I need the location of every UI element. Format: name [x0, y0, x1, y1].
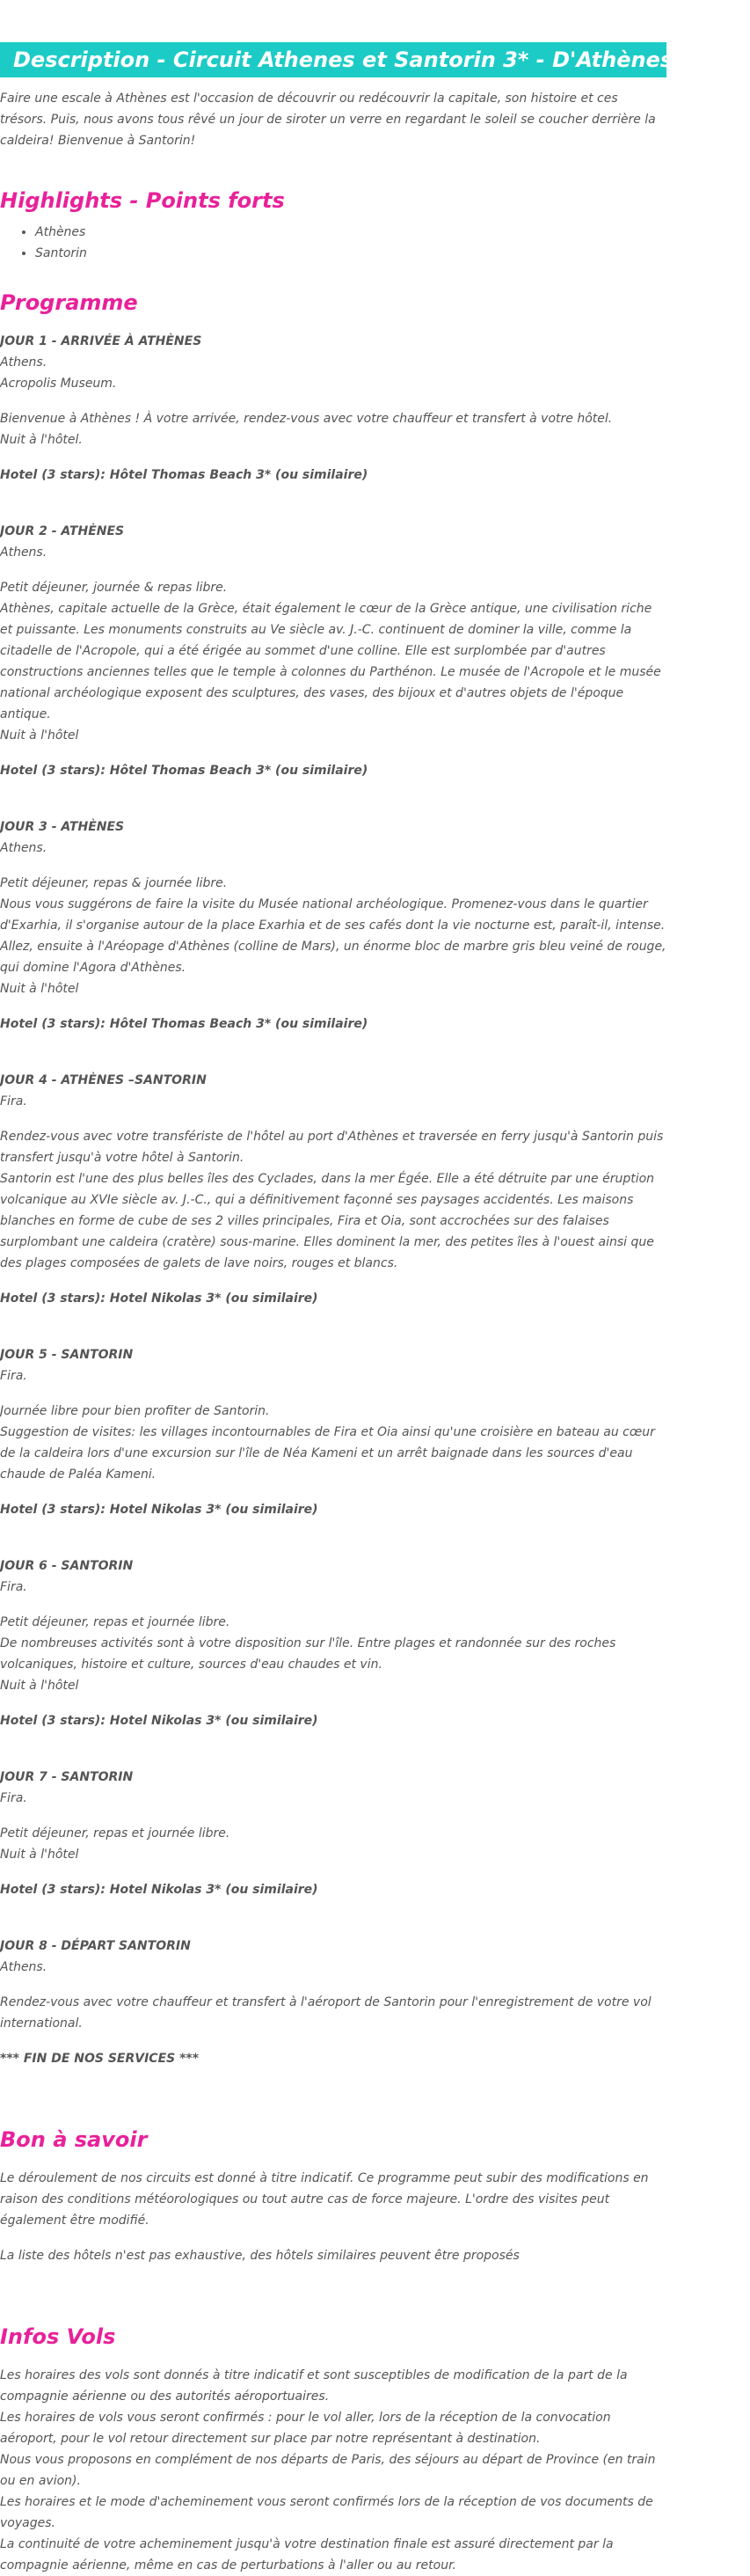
- day-block: [0, 521, 666, 781]
- day-title: JOUR 2 - ATHÈNES: [0, 524, 125, 538]
- day-description-line: Santorin est l'une des plus belles îles des Cyclades, dans la mer Égée. Elle a été détruite par une éruption volcanique au XVIe siècle av. J.-C., qui a définitivement façonné ses paysages accidentés. Les maisons blanches en forme de cube de ses 2 villes principales, Fira et Oia, sont accrochées sur des falaises surplombant une caldeira (cratère) sous-marine. Elles dominent la mer, des petites îles à l'ouest ainsi que des plages composées de galets de lave noirs, rouges et blancs.: [0, 1172, 655, 1270]
- day-hotel: Hotel (3 stars): Hotel Nikolas 3* (ou similaire): [0, 1292, 318, 1306]
- day-description-line: Petit déjeuner, journée & repas libre.: [0, 581, 228, 595]
- flight-info-line: Les horaires des vols sont donnés à titre indicatif et sont susceptibles de modification de la part de la compagnie aérienne ou des autorités aéroportuaires.: [0, 2368, 628, 2404]
- day-description-line: Bienvenue à Athènes ! À votre arrivée, rendez-vous avec votre chauffeur et transfert à votre hôtel.: [0, 412, 613, 426]
- day-title: JOUR 8 - DÉPART SANTORIN: [0, 1939, 191, 1953]
- day-title: JOUR 1 - ARRIVÉE À ATHÈNES: [0, 334, 202, 348]
- day-block: [0, 1344, 666, 1520]
- day-location: Fira.: [0, 1369, 27, 1383]
- day-description-line: Nuit à l'hôtel: [0, 982, 79, 996]
- day-description: [0, 1992, 666, 2034]
- highlights-list: [0, 222, 666, 264]
- day-title: JOUR 5 - SANTORIN: [0, 1348, 134, 1362]
- flight-info-line: Les horaires et le mode d'acheminement vous seront confirmés lors de la réception de vos documents de voyages.: [0, 2495, 653, 2530]
- day-hotel: Hotel (3 stars): Hotel Nikolas 3* (ou similaire): [0, 1503, 318, 1517]
- day-hotel: Hotel (3 stars): Hotel Nikolas 3* (ou similaire): [0, 1714, 318, 1728]
- day-block: [0, 1936, 666, 2034]
- day-description-line: Athènes, capitale actuelle de la Grèce, était également le cœur de la Grèce antique, une civilisation riche et puissante. Les monuments construits au Ve siècle av. J.-C. continuent de dominer la ville, comme la citadelle de l'Acropole, qui a été érigée au sommet d'une colline. Elle est surplombée par d'autres constructions anciennes telles que le temple à colonnes du Parthénon. Le musée de l'Acropole et le musée national archéologique exposent des sculptures, des vases, des bijoux et d'autres objets de l'époque antique.: [0, 602, 661, 721]
- day-hotel: Hotel (3 stars): Hôtel Thomas Beach 3* (ou similaire): [0, 1017, 368, 1031]
- day-description-line: Nuit à l'hôtel: [0, 1848, 79, 1862]
- intro-text: Faire une escale à Athènes est l'occasion de découvrir ou redécouvrir la capitale, son histoire et ces trésors. Puis, nous avons tous rêvé un jour de siroter un verre en regardant le soleil se coucher derrière la caldeira! Bienvenue à Santorin!: [0, 91, 656, 148]
- day-description-line: Nuit à l'hôtel: [0, 728, 79, 743]
- day-description: [0, 408, 666, 450]
- day-location: Athens.: [0, 355, 47, 370]
- day-description: [0, 1612, 666, 1696]
- programme-heading: Programme: [0, 290, 138, 315]
- day-description-line: Nuit à l'hôtel: [0, 1679, 79, 1693]
- day-block: [0, 1767, 666, 1900]
- day-description-line: Nuit à l'hôtel.: [0, 433, 83, 447]
- flight-info-heading: Infos Vols: [0, 2324, 116, 2349]
- day-title: JOUR 3 - ATHÈNES: [0, 820, 125, 834]
- day-description-line: De nombreuses activités sont à votre disposition sur l'île. Entre plages et randonnée sur des roches volcaniques, histoire et culture, sources d'eau chaudes et vin.: [0, 1636, 616, 1672]
- day-location: Acropolis Museum.: [0, 377, 117, 391]
- day-title: JOUR 7 - SANTORIN: [0, 1770, 134, 1784]
- day-description: [0, 577, 666, 746]
- day-block: [0, 331, 666, 486]
- flight-info-text: [0, 2365, 666, 2576]
- day-title: JOUR 6 - SANTORIN: [0, 1559, 134, 1573]
- day-location: Athens.: [0, 1960, 47, 1974]
- day-location: Fira.: [0, 1094, 27, 1109]
- day-description-line: Petit déjeuner, repas et journée libre.: [0, 1826, 230, 1841]
- day-description-line: Suggestion de visites: les villages incontournables de Fira et Oia ainsi qu'une croisière en bateau au cœur de la caldeira lors d'une excursion sur l'île de Néa Kameni et un arrêt baignade dans les sources d'eau chaude de Paléa Kameni.: [0, 1425, 655, 1482]
- programme-days: [0, 331, 666, 2034]
- day-title: JOUR 4 - ATHÈNES –SANTORIN: [0, 1073, 207, 1087]
- day-hotel: Hotel (3 stars): Hôtel Thomas Beach 3* (ou similaire): [0, 468, 368, 482]
- flight-info-line: Nous vous proposons en complément de nos départs de Paris, des séjours au départ de Province (en train ou en avion).: [0, 2453, 656, 2488]
- good-to-know-heading: Bon à savoir: [0, 2127, 148, 2152]
- page-title: Description - Circuit Athenes et Santorin 3* - D'Athènes A Fira: [13, 48, 750, 72]
- highlights-heading: Highlights - Points forts: [0, 188, 285, 213]
- flight-info-line: Les horaires de vols vous seront confirmés : pour le vol aller, lors de la réception de la convocation aéroport, pour le vol retour directement sur place par notre représentant à destination.: [0, 2411, 611, 2446]
- day-description-line: Petit déjeuner, repas & journée libre.: [0, 876, 228, 890]
- flight-info-line: La continuité de votre acheminement jusqu'à votre destination finale est assuré directement par la compagnie aérienne, même en cas de perturbations à l'aller ou au retour.: [0, 2537, 614, 2572]
- title-bar: [0, 42, 750, 77]
- day-description-line: Petit déjeuner, repas et journée libre.: [0, 1615, 230, 1629]
- day-block: [0, 1070, 666, 1309]
- day-hotel: Hotel (3 stars): Hôtel Thomas Beach 3* (ou similaire): [0, 764, 368, 778]
- day-location: Fira.: [0, 1580, 27, 1594]
- day-description-line: Rendez-vous avec votre chauffeur et transfert à l'aéroport de Santorin pour l'enregistrement de votre vol international.: [0, 1995, 652, 2031]
- day-description-line: Journée libre pour bien profiter de Santorin.: [0, 1404, 270, 1418]
- day-location: Athens.: [0, 841, 47, 855]
- day-description-line: Nous vous suggérons de faire la visite du Musée national archéologique. Promenez-vous dans le quartier d'Exarhia, il s'organise autour de la place Exarhia et de ses cafés dont la vie nocturne est, paraît-il, intense. Allez, ensuite à l'Aréopage d'Athènes (colline de Mars), un énorme bloc de marbre gris bleu veiné de rouge, qui domine l'Agora d'Athènes.: [0, 897, 666, 975]
- day-block: [0, 816, 666, 1035]
- hotels-note: La liste des hôtels n'est pas exhaustive, des hôtels similaires peuvent être proposés: [0, 2249, 520, 2263]
- day-location: Athens.: [0, 545, 47, 560]
- day-hotel: Hotel (3 stars): Hotel Nikolas 3* (ou similaire): [0, 1883, 318, 1897]
- end-of-services: *** FIN DE NOS SERVICES ***: [0, 2052, 200, 2066]
- day-block: [0, 1555, 666, 1731]
- day-location: Fira.: [0, 1791, 27, 1805]
- good-to-know-text: Le déroulement de nos circuits est donné à titre indicatif. Ce programme peut subir des modifications en raison des conditions météorologiques ou tout autre cas de force majeure. L'ordre des visites peut également être modifié.: [0, 2171, 649, 2228]
- day-description: [0, 873, 666, 999]
- day-description-line: Rendez-vous avec votre transfériste de l'hôtel au port d'Athènes et traversée en ferry jusqu'à Santorin puis transfert jusqu'à votre hôtel à Santorin.: [0, 1130, 664, 1165]
- day-description: [0, 1126, 666, 1274]
- highlight-item: • Athènes: [35, 222, 666, 243]
- highlight-item: • Santorin: [35, 243, 666, 264]
- day-description: [0, 1401, 666, 1485]
- day-description: [0, 1823, 666, 1865]
